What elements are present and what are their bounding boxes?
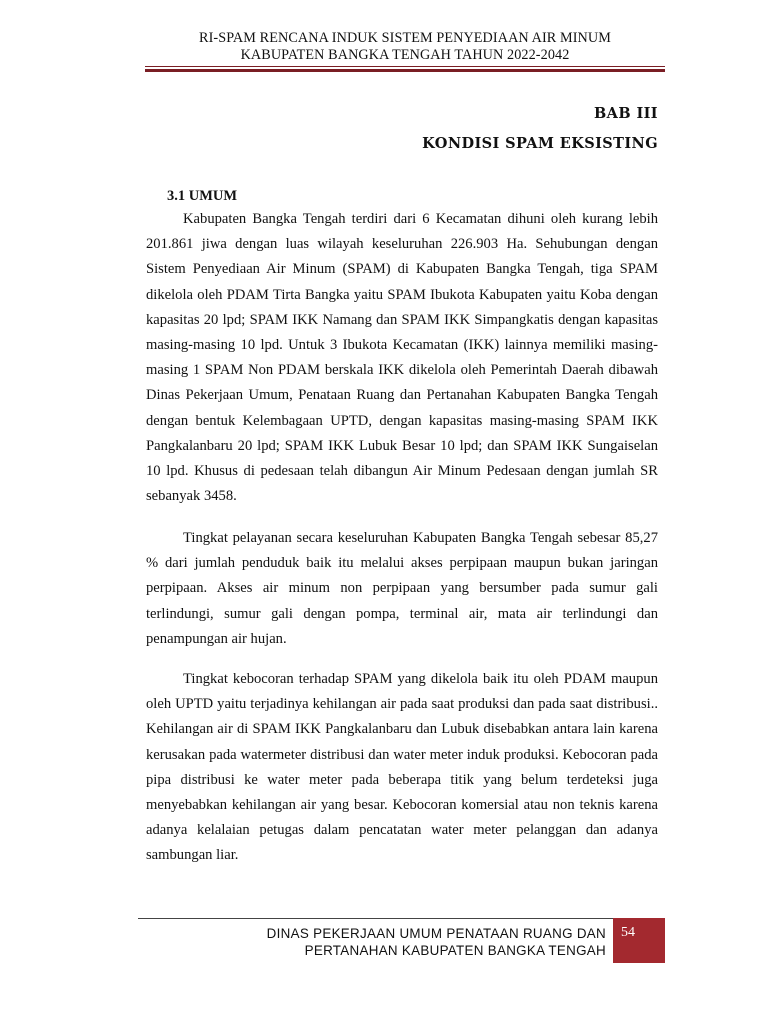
paragraph: Kabupaten Bangka Tengah terdiri dari 6 Kecamatan dihuni oleh kurang lebih 201.861 jiwa dengan luas wilayah keseluruhan 226.903 Ha. Sehubungan dengan Sistem Penyediaan Air Minum (SPAM) di Kabupaten Bangka Tengah, tiga SPAM dikelola oleh PDAM Tirta Bangka yaitu SPAM Ibukota Kabupaten yaitu Koba dengan kapasitas 20 lpd; SPAM IKK Namang dan SPAM IKK Simpangkatis dengan kapasitas masing-masing 10 lpd. Untuk 3 Ibukota Kecamatan (IKK) lainnya memiliki masing-masing 1 SPAM Non PDAM berskala IKK dikelola oleh Pemerintah Daerah dibawah Dinas Pekerjaan Umum, Penataan Ruang dan Pertanahan Kabupaten Bangka Tengah dengan bentuk Kelembagaan UPTD, dengan kapasitas masing-masing SPAM IKK Pangkalanbaru 20 lpd; SPAM IKK Lubuk Besar 10 lpd; dan SPAM IKK Sungaiselan 10 lpd. Khusus di pedesaan telah dibangun Air Minum Pedesaan dengan jumlah SR sebanyak 3458. xyxy=(146,211,658,505)
header-line-2: KABUPATEN BANGKA TENGAH TAHUN 2022-2042 xyxy=(240,47,570,63)
footer-rule xyxy=(138,918,613,919)
header-rule-thick xyxy=(145,69,665,72)
paragraph: Tingkat kebocoran terhadap SPAM yang dikelola baik itu oleh PDAM maupun oleh UPTD yaitu terjadinya kehilangan air pada saat produksi dan pada saat distribusi.. Kehilangan air di SPAM IKK Pangkalanbaru dan Lubuk disebabkan antara lain karena kerusakan pada watermeter distribusi dan water meter induk produksi. Kebocoran pada pipa distribusi ke water meter pada beberapa titik yang belum terdeteksi juga menyebabkan kehilangan air yang besar. Kebocoran komersial atau non teknis karena adanya kelalaian petugas dalam pencatatan water meter pelanggan dan adanya sambungan liar. xyxy=(146,671,658,864)
section-heading: 3.1 UMUM xyxy=(167,188,238,204)
running-footer xyxy=(267,925,606,959)
footer-line-1: DINAS PEKERJAAN UMUM PENATAAN RUANG DAN xyxy=(266,926,606,941)
page-number: 54 xyxy=(621,925,635,940)
footer-line-2: PERTANAHAN KABUPATEN BANGKA TENGAH xyxy=(304,943,606,958)
running-header xyxy=(145,30,665,64)
header-rule-thin xyxy=(145,66,665,67)
chapter-number: BAB III xyxy=(594,105,658,122)
header-line-1: RI-SPAM RENCANA INDUK SISTEM PENYEDIAAN AIR MINUM xyxy=(199,30,611,46)
chapter-title: KONDISI SPAM EKSISTING xyxy=(422,135,658,152)
paragraph: Tingkat pelayanan secara keseluruhan Kabupaten Bangka Tengah sebesar 85,27 % dari jumlah penduduk baik itu melalui akses perpipaan maupun bukan jaringan perpipaan. Akses air minum non perpipaan yang bersumber pada sumur gali terlindungi, sumur gali dengan pompa, terminal air, mata air terlindungi dan penampungan air hujan. xyxy=(146,530,658,647)
page-number-box xyxy=(613,918,665,963)
